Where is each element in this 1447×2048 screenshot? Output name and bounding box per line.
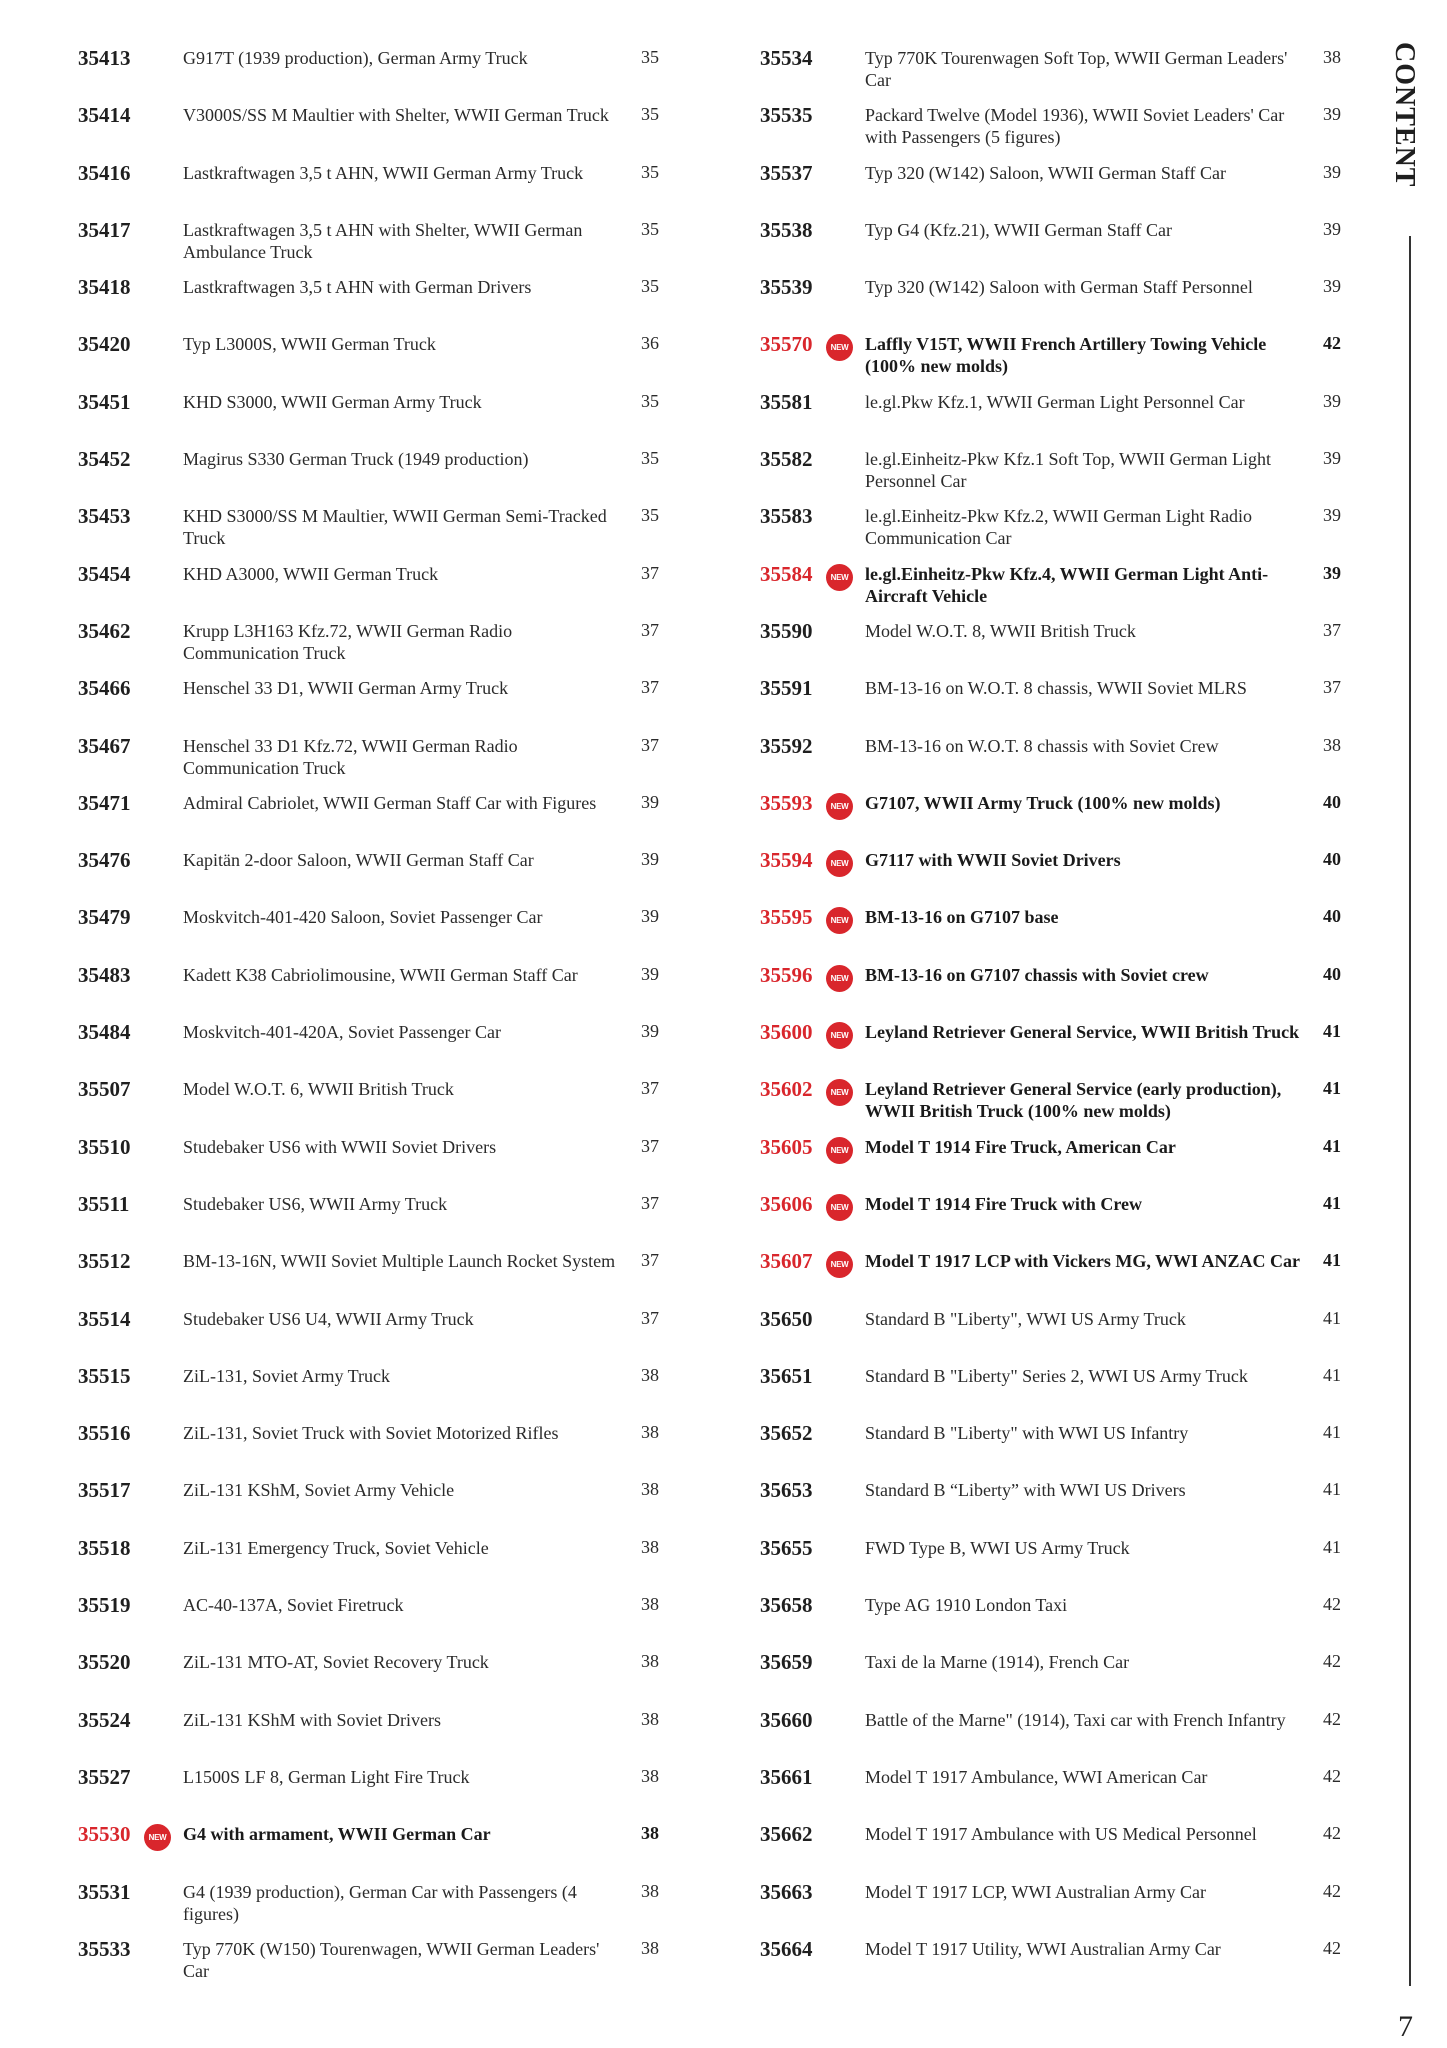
item-page: 39 [641,906,659,927]
item-title: Admiral Cabriolet, WWII German Staff Car with Figures [183,792,597,813]
item-number: 35658 [760,1593,813,1618]
item-title: le.gl.Einheitz-Pkw Kfz.4, WWII German Light Anti-Aircraft Vehicle [865,563,1269,606]
item-number: 35516 [78,1421,131,1446]
item-number: 35466 [78,676,131,701]
new-badge: NEW [826,793,853,820]
new-badge: NEW [826,850,853,877]
item-number: 35507 [78,1077,131,1102]
item-number: 35527 [78,1764,131,1789]
item-number: 35655 [760,1535,813,1560]
item-title: ZiL-131 MTO-AT, Soviet Recovery Truck [183,1652,489,1673]
catalog-entry [760,1933,1350,1990]
catalog-entry [760,271,1350,328]
page-number: 7 [1398,2010,1413,2043]
catalog-entry [760,959,1350,1016]
item-page: 38 [641,1823,659,1844]
new-badge: NEW [826,907,853,934]
item-page: 41 [1323,1307,1341,1328]
item-page: 40 [1323,906,1341,927]
item-title: G7117 with WWII Soviet Drivers [865,850,1121,871]
item-title: Lastkraftwagen 3,5 t AHN, WWII German Army Truck [183,162,584,183]
catalog-entry [760,500,1350,557]
item-page: 37 [641,562,659,583]
new-badge: NEW [826,1137,853,1164]
item-title: Battle of the Marne" (1914), Taxi car with French Infantry [865,1709,1286,1730]
item-title: Model T 1917 LCP with Vickers MG, WWI ANZAC Car [865,1251,1301,1272]
item-number: 35538 [760,217,813,242]
catalog-entry [78,672,668,729]
catalog-entry [760,1876,1350,1933]
item-title: Henschel 33 D1 Kfz.72, WWII German Radio Communication Truck [183,735,518,778]
item-title: BM-13-16N, WWII Soviet Multiple Launch Rocket System [183,1251,616,1272]
item-page: 41 [1323,1135,1341,1156]
item-title: V3000S/SS M Maultier with Shelter, WWII German Truck [183,105,609,126]
item-page: 38 [641,1765,659,1786]
item-number: 35662 [760,1822,813,1847]
item-page: 35 [641,161,659,182]
catalog-entry [78,844,668,901]
item-page: 38 [641,1479,659,1500]
item-page: 42 [1323,1765,1341,1786]
item-number: 35590 [760,618,813,643]
item-page: 35 [641,276,659,297]
item-title: Packard Twelve (Model 1936), WWII Soviet Leaders' Car with Passengers (5 figures) [865,105,1285,148]
item-number: 35600 [760,1020,813,1045]
item-number: 35484 [78,1020,131,1045]
catalog-entry [78,901,668,958]
item-title: Taxi de la Marne (1914), French Car [865,1652,1130,1673]
catalog-entry [760,1303,1350,1360]
item-number: 35537 [760,160,813,185]
catalog-entry [78,558,668,615]
item-title: Typ G4 (Kfz.21), WWII German Staff Car [865,219,1172,240]
item-number: 35596 [760,962,813,987]
catalog-entry [760,1532,1350,1589]
item-page: 41 [1323,1536,1341,1557]
item-title: Studebaker US6 U4, WWII Army Truck [183,1308,474,1329]
catalog-entry [760,214,1350,271]
item-page: 38 [1323,734,1341,755]
item-number: 35414 [78,103,131,128]
item-page: 37 [641,1250,659,1271]
catalog-entry [760,1646,1350,1703]
item-page: 42 [1323,1937,1341,1958]
right-column [760,42,1350,1990]
catalog-entry [760,1704,1350,1761]
item-number: 35512 [78,1249,131,1274]
section-divider [1409,236,1411,1986]
catalog-entry [760,1245,1350,1302]
catalog-entry [760,1131,1350,1188]
item-title: le.gl.Einheitz-Pkw Kfz.2, WWII German Light Radio Communication Car [865,506,1253,549]
catalog-entry [760,787,1350,844]
item-title: Typ 770K Tourenwagen Soft Top, WWII German Leaders' Car [865,48,1288,90]
new-badge: NEW [144,1824,171,1851]
item-title: Model T 1917 Ambulance with US Medical Personnel [865,1824,1257,1845]
item-number: 35660 [760,1707,813,1732]
item-page: 36 [641,333,659,354]
item-page: 38 [641,1422,659,1443]
catalog-entry [760,901,1350,958]
item-title: Lastkraftwagen 3,5 t AHN with Shelter, WWII German Ambulance Truck [183,219,583,262]
item-number: 35413 [78,46,131,70]
item-number: 35420 [78,332,131,357]
item-page: 37 [641,1078,659,1099]
item-page: 35 [641,47,659,67]
item-title: Studebaker US6, WWII Army Truck [183,1193,448,1214]
item-page: 39 [1323,276,1341,297]
new-badge: NEW [826,334,853,361]
item-title: Typ 320 (W142) Saloon with German Staff Personnel [865,277,1253,298]
item-title: Standard B “Liberty” with WWI US Drivers [865,1480,1186,1501]
item-number: 35591 [760,676,813,701]
item-page: 40 [1323,791,1341,812]
item-title: KHD S3000, WWII German Army Truck [183,391,482,412]
catalog-entry [78,1131,668,1188]
catalog-entry [760,1188,1350,1245]
item-number: 35663 [760,1879,813,1904]
catalog-entry [760,1016,1350,1073]
item-number: 35605 [760,1134,813,1159]
catalog-entry [78,1360,668,1417]
item-page: 39 [641,791,659,812]
catalog-entry [78,1589,668,1646]
item-title: ZiL-131 KShM with Soviet Drivers [183,1709,441,1730]
item-number: 35539 [760,275,813,300]
catalog-entry [760,672,1350,729]
item-number: 35570 [760,332,813,357]
item-number: 35519 [78,1593,131,1618]
item-number: 35651 [760,1363,813,1388]
catalog-entry [760,1474,1350,1531]
catalog-entry [78,1245,668,1302]
catalog-entry [78,1532,668,1589]
item-title: Magirus S330 German Truck (1949 production) [183,449,529,470]
item-page: 37 [641,677,659,698]
item-number: 35531 [78,1879,131,1904]
item-title: BM-13-16 on W.O.T. 8 chassis, WWII Soviet MLRS [865,678,1247,699]
catalog-entry [78,271,668,328]
item-number: 35515 [78,1363,131,1388]
item-title: le.gl.Einheitz-Pkw Kfz.1 Soft Top, WWII German Light Personnel Car [865,449,1271,492]
item-number: 35650 [760,1306,813,1331]
item-page: 39 [1323,562,1341,583]
item-number: 35517 [78,1478,131,1503]
item-title: Kapitän 2-door Saloon, WWII German Staff Car [183,850,534,871]
item-title: Henschel 33 D1, WWII German Army Truck [183,678,509,699]
item-title: FWD Type B, WWI US Army Truck [865,1537,1130,1558]
item-title: G7107, WWII Army Truck (100% new molds) [865,792,1221,813]
catalog-entry [760,42,1350,99]
item-page: 37 [1323,677,1341,698]
item-page: 39 [641,849,659,870]
catalog-entry [78,99,668,156]
item-number: 35653 [760,1478,813,1503]
item-page: 38 [641,1536,659,1557]
item-number: 35581 [760,389,813,414]
catalog-entry [78,157,668,214]
item-title: Leyland Retriever General Service, WWII British Truck [865,1022,1300,1043]
catalog-entry [760,1073,1350,1130]
item-page: 39 [1323,505,1341,526]
item-page: 35 [641,390,659,411]
item-title: G4 with armament, WWII German Car [183,1824,491,1845]
item-title: KHD A3000, WWII German Truck [183,563,439,584]
item-title: Moskvitch-401-420A, Soviet Passenger Car [183,1022,501,1043]
item-page: 41 [1323,1078,1341,1099]
left-column [78,42,668,1990]
item-number: 35594 [760,848,813,873]
new-badge: NEW [826,1251,853,1278]
catalog-entry [78,500,668,557]
item-number: 35595 [760,905,813,930]
item-page: 40 [1323,963,1341,984]
item-title: Model T 1914 Fire Truck with Crew [865,1193,1142,1214]
catalog-entry [760,386,1350,443]
item-number: 35664 [760,1936,813,1961]
catalog-entry [78,959,668,1016]
new-badge: NEW [826,1194,853,1221]
new-badge: NEW [826,564,853,591]
item-number: 35476 [78,848,131,873]
catalog-entry [78,1474,668,1531]
item-title: Lastkraftwagen 3,5 t AHN with German Drivers [183,277,532,298]
item-page: 41 [1323,1364,1341,1385]
item-page: 38 [641,1594,659,1615]
item-number: 35661 [760,1764,813,1789]
item-title: Model T 1914 Fire Truck, American Car [865,1136,1176,1157]
catalog-entry [760,328,1350,385]
item-title: ZiL-131 Emergency Truck, Soviet Vehicle [183,1537,489,1558]
item-page: 37 [641,619,659,640]
catalog-entry [78,1303,668,1360]
item-title: Typ 320 (W142) Saloon, WWII German Staff Car [865,162,1226,183]
item-page: 41 [1323,1479,1341,1500]
item-number: 35453 [78,504,131,529]
catalog-entry [78,1417,668,1474]
item-page: 35 [641,448,659,469]
item-page: 38 [641,1937,659,1958]
catalog-entry [78,730,668,787]
item-number: 35479 [78,905,131,930]
item-title: Studebaker US6 with WWII Soviet Drivers [183,1136,497,1157]
item-page: 38 [641,1708,659,1729]
catalog-entry [760,443,1350,500]
item-number: 35602 [760,1077,813,1102]
item-title: Typ L3000S, WWII German Truck [183,334,436,355]
item-page: 39 [641,963,659,984]
item-page: 40 [1323,849,1341,870]
catalog-entry [760,558,1350,615]
item-number: 35467 [78,733,131,758]
item-title: Type AG 1910 London Taxi [865,1595,1068,1616]
item-title: Kadett K38 Cabriolimousine, WWII German Staff Car [183,964,578,985]
item-number: 35462 [78,618,131,643]
catalog-entry [78,443,668,500]
item-number: 35607 [760,1249,813,1274]
item-title: Moskvitch-401-420 Saloon, Soviet Passenger Car [183,907,543,928]
item-page: 41 [1323,1021,1341,1042]
item-page: 42 [1323,333,1341,354]
item-title: ZiL-131, Soviet Army Truck [183,1365,391,1386]
catalog-entry [760,1589,1350,1646]
new-badge: NEW [826,965,853,992]
item-title: Typ 770K (W150) Tourenwagen, WWII German Leaders' Car [183,1938,600,1981]
item-title: BM-13-16 on G7107 chassis with Soviet crew [865,964,1209,985]
catalog-entry [78,787,668,844]
item-title: BM-13-16 on W.O.T. 8 chassis with Soviet Crew [865,735,1219,756]
item-title: Model T 1917 Ambulance, WWI American Car [865,1766,1208,1787]
item-title: Standard B "Liberty", WWI US Army Truck [865,1308,1186,1329]
item-number: 35418 [78,275,131,300]
catalog-entry [78,1876,668,1933]
catalog-entry [78,1016,668,1073]
item-number: 35514 [78,1306,131,1331]
item-page: 37 [641,1135,659,1156]
item-page: 38 [1323,47,1341,67]
catalog-entry [760,1360,1350,1417]
item-title: Model W.O.T. 6, WWII British Truck [183,1079,454,1100]
catalog-entry [78,1818,668,1875]
catalog-entry [78,1188,668,1245]
catalog-entry [760,1818,1350,1875]
catalog-entry [760,99,1350,156]
item-number: 35511 [78,1191,130,1216]
item-page: 37 [641,1307,659,1328]
catalog-entry [78,1704,668,1761]
item-number: 35416 [78,160,131,185]
item-number: 35530 [78,1822,131,1847]
item-page: 37 [641,734,659,755]
item-page: 42 [1323,1880,1341,1901]
item-title: ZiL-131, Soviet Truck with Soviet Motorized Rifles [183,1423,559,1444]
item-number: 35652 [760,1421,813,1446]
item-page: 39 [1323,218,1341,239]
catalog-entry [78,328,668,385]
item-page: 41 [1323,1422,1341,1443]
catalog-entry [78,214,668,271]
item-number: 35452 [78,447,131,472]
item-title: BM-13-16 on G7107 base [865,907,1059,928]
item-title: G917T (1939 production), German Army Truck [183,48,528,68]
item-title: AC-40-137A, Soviet Firetruck [183,1595,404,1616]
catalog-entry [760,1761,1350,1818]
item-page: 37 [641,1192,659,1213]
item-page: 42 [1323,1651,1341,1672]
item-page: 41 [1323,1192,1341,1213]
catalog-entry [760,844,1350,901]
item-page: 38 [641,1880,659,1901]
item-page: 41 [1323,1250,1341,1271]
item-page: 39 [1323,448,1341,469]
item-title: L1500S LF 8, German Light Fire Truck [183,1766,470,1787]
item-number: 35582 [760,447,813,472]
item-number: 35483 [78,962,131,987]
item-page: 38 [641,1364,659,1385]
catalog-entry [760,157,1350,214]
item-title: KHD S3000/SS M Maultier, WWII German Semi-Tracked Truck [183,506,607,549]
item-title: Standard B "Liberty" with WWI US Infantry [865,1423,1189,1444]
item-number: 35417 [78,217,131,242]
item-number: 35451 [78,389,131,414]
item-title: Laffly V15T, WWII French Artillery Towing Vehicle (100% new molds) [865,334,1267,377]
item-page: 38 [641,1651,659,1672]
item-number: 35518 [78,1535,131,1560]
catalog-entry [760,615,1350,672]
new-badge: NEW [826,1079,853,1106]
item-title: ZiL-131 KShM, Soviet Army Vehicle [183,1480,455,1501]
item-number: 35471 [78,790,131,815]
item-title: Leyland Retriever General Service (early production), WWII British Truck (100% new molds) [865,1079,1282,1122]
item-title: Standard B "Liberty" Series 2, WWI US Army Truck [865,1365,1248,1386]
item-number: 35535 [760,103,813,128]
catalog-entry [78,1646,668,1703]
item-page: 42 [1323,1708,1341,1729]
item-number: 35592 [760,733,813,758]
catalog-entry [78,615,668,672]
item-number: 35510 [78,1134,131,1159]
item-page: 39 [1323,104,1341,125]
item-number: 35454 [78,561,131,586]
item-title: G4 (1939 production), German Car with Passengers (4 figures) [183,1881,577,1924]
item-page: 35 [641,218,659,239]
catalog-entry [78,42,668,99]
catalog-entry [760,1417,1350,1474]
new-badge: NEW [826,1022,853,1049]
item-title: Model W.O.T. 8, WWII British Truck [865,620,1136,641]
item-title: Model T 1917 Utility, WWI Australian Army Car [865,1938,1221,1959]
item-number: 35584 [760,561,813,586]
catalog-entry [760,730,1350,787]
section-title: CONTENT [1389,42,1420,188]
item-number: 35583 [760,504,813,529]
item-number: 35534 [760,46,813,70]
catalog-entry [78,1073,668,1130]
item-page: 35 [641,104,659,125]
item-page: 39 [1323,161,1341,182]
item-number: 35593 [760,790,813,815]
item-number: 35659 [760,1650,813,1675]
item-title: le.gl.Pkw Kfz.1, WWII German Light Personnel Car [865,391,1245,412]
item-title: Krupp L3H163 Kfz.72, WWII German Radio Communication Truck [183,620,513,663]
item-number: 35520 [78,1650,131,1675]
item-page: 42 [1323,1823,1341,1844]
item-page: 35 [641,505,659,526]
item-page: 42 [1323,1594,1341,1615]
catalog-entry [78,1933,668,1990]
item-page: 37 [1323,619,1341,640]
item-title: Model T 1917 LCP, WWI Australian Army Car [865,1881,1206,1902]
catalog-entry [78,386,668,443]
item-page: 39 [641,1021,659,1042]
catalog-entry [78,1761,668,1818]
item-number: 35533 [78,1936,131,1961]
item-number: 35524 [78,1707,131,1732]
item-number: 35606 [760,1191,813,1216]
item-page: 39 [1323,390,1341,411]
